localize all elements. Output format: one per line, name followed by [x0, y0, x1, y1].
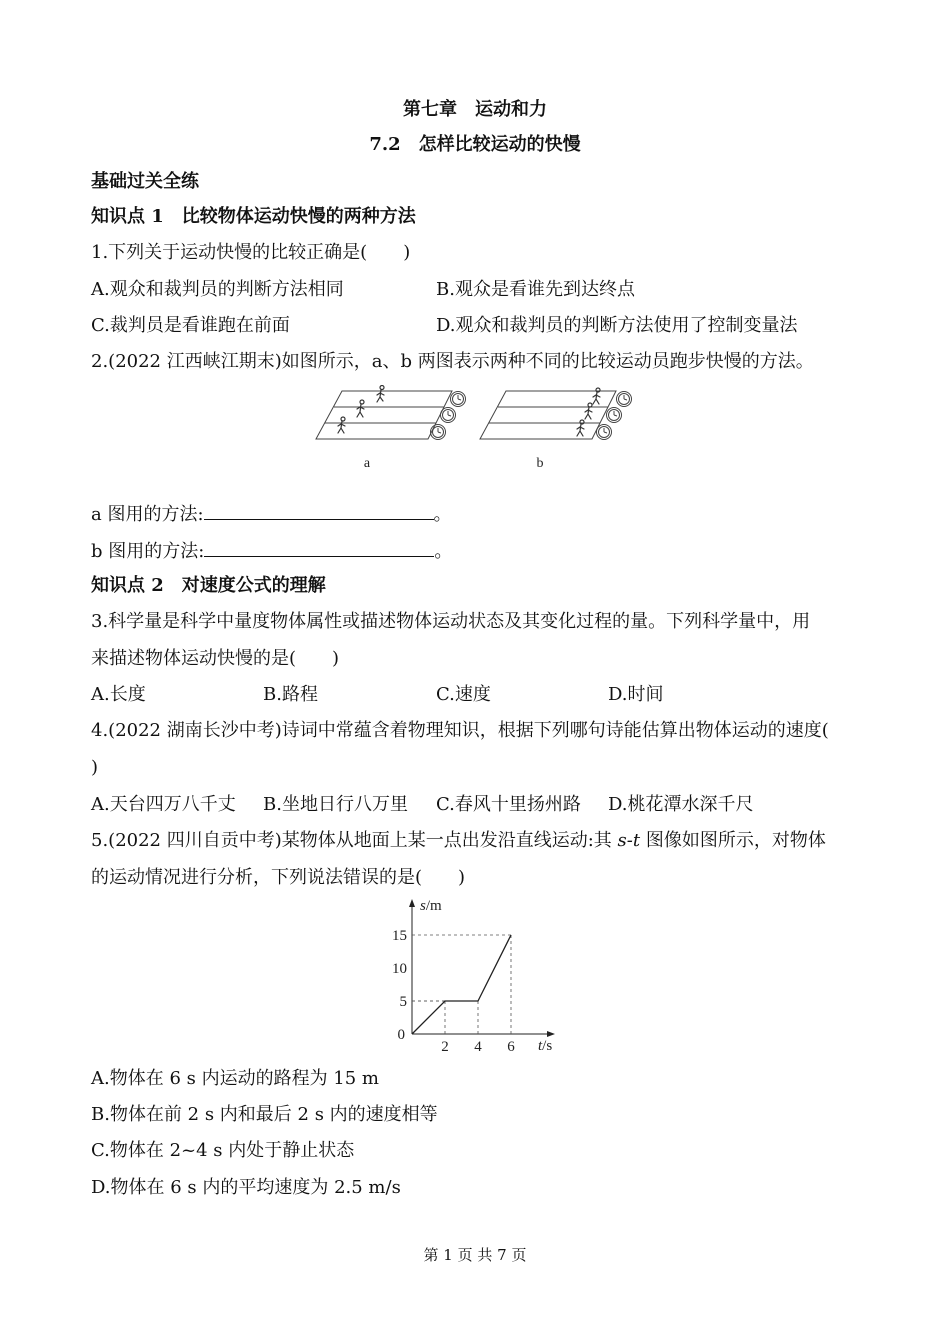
q2-a-answer-line	[91, 501, 452, 526]
q1-option-a: A.观众和裁判员的判断方法相同	[91, 279, 344, 300]
q2-a-blank[interactable]	[204, 501, 434, 520]
exercise-heading: 基础过关全练	[91, 171, 199, 192]
q5-option-b: B.物体在前 2 s 内和最后 2 s 内的速度相等	[91, 1104, 438, 1125]
y-tick-label-5: 5	[399, 994, 407, 1010]
q3-stem-line1: 3.科学量是科学中量度物体属性或描述物体运动状态及其变化过程的量。下列科学量中，用	[91, 611, 811, 632]
figure-b-label: b	[536, 456, 544, 471]
q4-option-d: D.桃花潭水深千尺	[608, 794, 754, 815]
q2-b-label: b 图用的方法:	[91, 541, 205, 562]
q4-option-b: B.坐地日行八万里	[263, 794, 408, 815]
q5-option-d: D.物体在 6 s 内的平均速度为 2.5 m/s	[91, 1177, 401, 1198]
q3-option-b: B.路程	[263, 684, 318, 705]
q2-b-answer-line	[91, 538, 452, 563]
figure-a-runners	[338, 386, 384, 434]
q5-stem-line1	[91, 830, 826, 852]
x-axis-arrow	[547, 1031, 555, 1037]
q1-option-c: C.裁判员是看谁跑在前面	[91, 315, 290, 336]
q2-stem: 2.(2022 江西峡江期末)如图所示，a、b 两图表示两种不同的比较运动员跑步快慢的方法。	[91, 351, 814, 372]
x-tick-label-4: 4	[474, 1039, 482, 1055]
section-title: 7.2 怎样比较运动的快慢	[369, 134, 581, 155]
q4-option-c: C.春风十里扬州路	[436, 794, 581, 815]
q2-b-end: 。	[434, 541, 453, 562]
knowledge-point-1: 知识点 1 比较物体运动快慢的两种方法	[91, 206, 416, 227]
q1-option-b: B.观众是看谁先到达终点	[436, 279, 635, 300]
q5-option-a: A.物体在 6 s 内运动的路程为 15 m	[91, 1068, 379, 1089]
x-axis-label: t/s	[538, 1038, 553, 1054]
origin-label: 0	[397, 1027, 405, 1043]
q3-stem-line2: 来描述物体运动快慢的是( )	[91, 648, 340, 669]
q4-option-a: A.天台四万八千丈	[91, 794, 236, 815]
figure-a-track	[316, 391, 452, 439]
q2-a-end: 。	[433, 504, 452, 525]
y-axis-arrow	[409, 899, 415, 907]
q3-option-a: A.长度	[91, 684, 146, 705]
q2-b-blank[interactable]	[204, 538, 434, 557]
q1-option-d: D.观众和裁判员的判断方法使用了控制变量法	[436, 315, 798, 336]
figure-b-stopwatches	[597, 392, 632, 440]
q5-option-c: C.物体在 2~4 s 内处于静止状态	[91, 1140, 355, 1161]
q5-stem-post: 图像如图所示，对物体	[640, 830, 826, 851]
q5-stem-pre: 5.(2022 四川自贡中考)某物体从地面上某一点出发沿直线运动:其	[91, 830, 618, 851]
knowledge-point-2: 知识点 2 对速度公式的理解	[91, 575, 326, 596]
runners-figure	[310, 385, 650, 475]
q3-option-c: C.速度	[436, 684, 491, 705]
q4-stem-line1: 4.(2022 湖南长沙中考)诗词中常蕴含着物理知识，根据下列哪句诗能估算出物体运动的速度(	[91, 720, 829, 741]
x-tick-label-6: 6	[507, 1039, 515, 1055]
q2-a-label: a 图用的方法:	[91, 504, 204, 525]
x-tick-label-2: 2	[441, 1039, 449, 1055]
q3-option-d: D.时间	[608, 684, 664, 705]
q4-stem-line2: )	[91, 757, 99, 778]
y-tick-label-10: 10	[392, 961, 407, 977]
page-footer: 第 1 页 共 7 页	[423, 1246, 527, 1264]
q5-stem-var: s-t	[617, 830, 641, 851]
st-chart	[370, 896, 570, 1056]
q5-stem-line2: 的运动情况进行分析，下列说法错误的是( )	[91, 867, 466, 888]
y-axis-label: s/m	[420, 898, 442, 914]
chapter-title: 第七章 运动和力	[403, 99, 547, 120]
q1-stem: 1.下列关于运动快慢的比较正确是( )	[91, 242, 411, 263]
st-series-line	[412, 935, 511, 1034]
figure-a-label: a	[363, 456, 371, 471]
y-tick-label-15: 15	[392, 928, 407, 944]
